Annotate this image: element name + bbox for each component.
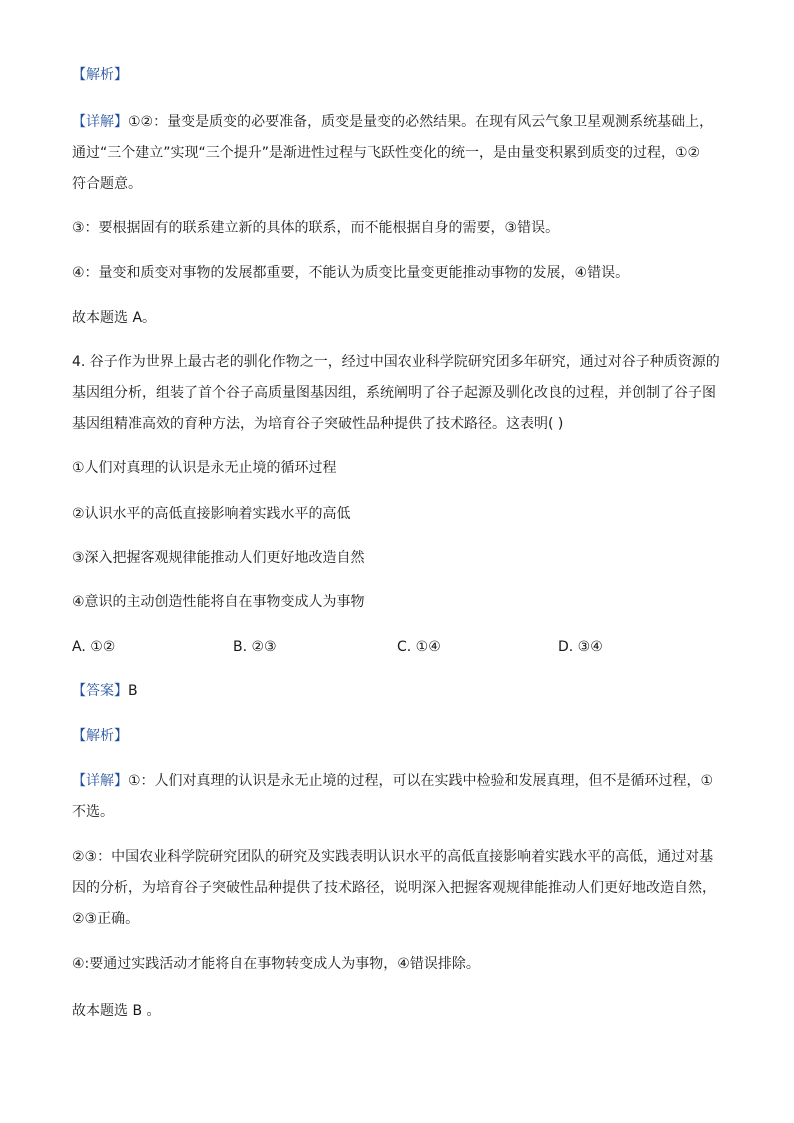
- detail-paragraph-line: 通过“三个建立”实现“三个提升”是渐进性过程与飞跃性变化的统一，是由量变积累到质变的过程，①②: [72, 145, 701, 161]
- question-stem-line: 4. 谷子作为世界上最古老的驯化作物之一，经过中国农业科学院研究团多年研究，通过对谷子种质资源的: [72, 354, 720, 370]
- detail-paragraph-line: [72, 113, 713, 131]
- detail-item-4: ④：量变和质变对事物的发展都重要，不能认为质变比量变更能推动事物的发展，④错误。: [72, 265, 630, 281]
- statement-3: ③深入把握客观规律能推动人们更好地改造自然: [72, 550, 365, 566]
- analysis-heading: 【解析】: [72, 67, 128, 83]
- answer-heading: 【答案】: [72, 683, 128, 699]
- detail-paragraph-line: 不选。: [72, 804, 114, 820]
- option-c: C. ①④: [397, 639, 441, 655]
- detail-paragraph-line: ②③：中国农业科学院研究团队的研究及实践表明认识水平的高低直接影响着实践水平的高低，通过对基: [72, 849, 714, 865]
- detail-text: ①②：量变是质变的必要准备，质变是量变的必然结果。在现有风云气象卫星观测系统基础上，: [128, 114, 714, 130]
- detail-heading: 【详解】: [72, 773, 128, 789]
- statement-1: ①人们对真理的认识是永无止境的循环过程: [72, 460, 337, 476]
- conclusion-text: 故本题选 B 。: [72, 1003, 161, 1019]
- answer-value: B: [128, 683, 138, 699]
- conclusion-text: 故本题选 A。: [72, 310, 157, 326]
- detail-paragraph-line: ②③正确。: [72, 911, 140, 927]
- question-stem-line: 基因组精准高效的育种方法，为培育谷子突破性品种提供了技术路径。这表明( ): [72, 416, 564, 432]
- detail-paragraph-line: 因的分析，为培育谷子突破性品种提供了技术路径，说明深入把握客观规律能推动人们更好地改造自然，: [72, 880, 716, 896]
- answer-line: [72, 682, 138, 700]
- detail-paragraph-line: [72, 772, 713, 790]
- option-a: A. ①②: [72, 639, 116, 655]
- detail-heading: 【详解】: [72, 114, 128, 130]
- statement-4: ④意识的主动创造性能将自在事物变成人为事物: [72, 594, 365, 610]
- detail-item-4: ④:要通过实践活动才能将自在事物转变成人为事物，④错误排除。: [72, 956, 480, 972]
- statement-2: ②认识水平的高低直接影响着实践水平的高低: [72, 506, 351, 522]
- detail-item-3: ③：要根据固有的联系建立新的具体的联系，而不能根据自身的需要，③错误。: [72, 220, 560, 236]
- option-b: B. ②③: [233, 639, 277, 655]
- question-stem-line: 基因组分析，组装了首个谷子高质量图基因组，系统阐明了谷子起源及驯化改良的过程，并创制了谷子图: [72, 385, 716, 401]
- detail-paragraph-line: 符合题意。: [72, 176, 142, 192]
- detail-text: ①：人们对真理的认识是永无止境的过程，可以在实践中检验和发展真理，但不是循环过程，①: [128, 773, 714, 789]
- option-d: D. ③④: [558, 639, 603, 655]
- analysis-heading: 【解析】: [72, 728, 128, 744]
